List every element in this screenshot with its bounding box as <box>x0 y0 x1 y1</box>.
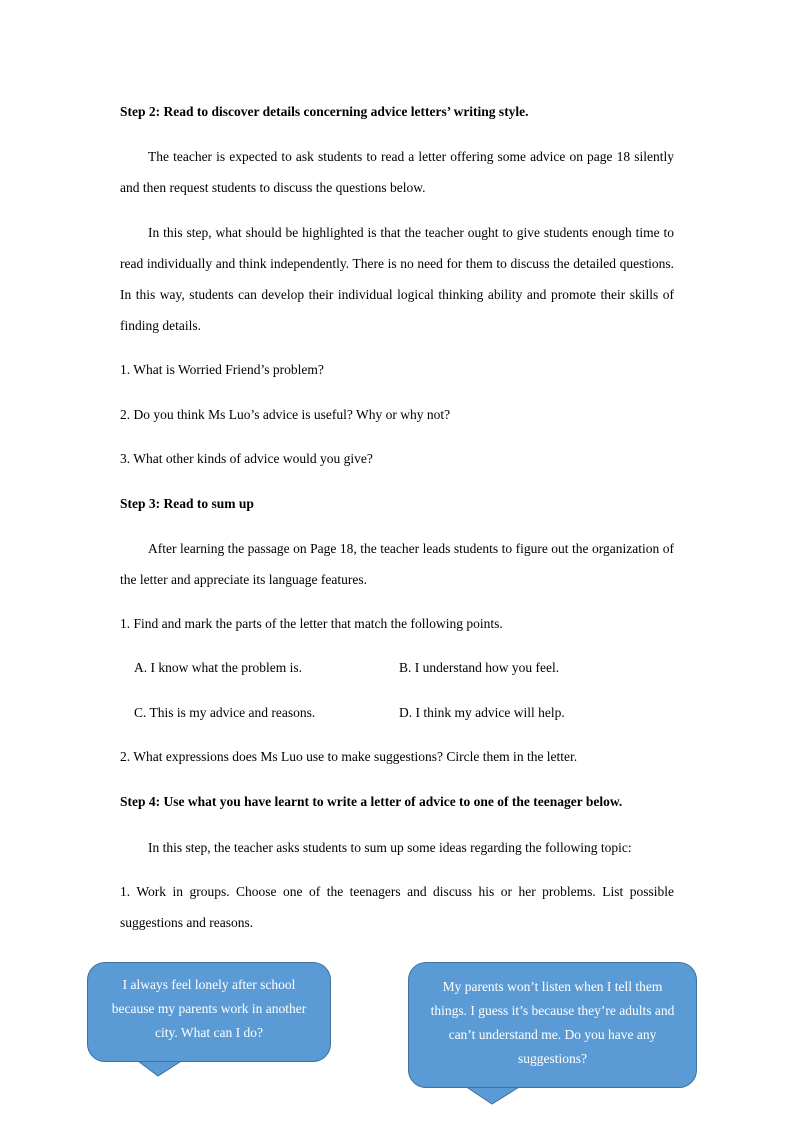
option-d: D. I think my advice will help. <box>399 705 565 720</box>
option-c: C. This is my advice and reasons. <box>134 705 316 720</box>
step3-heading: Step 3: Read to sum up <box>120 496 254 511</box>
step4-paragraph-1: In this step, the teacher asks students to sum up some ideas regarding the following topic: <box>148 840 632 855</box>
step2-question-2: 2. Do you think Ms Luo’s advice is useful? Why or why not? <box>120 407 451 422</box>
step2-question-3: 3. What other kinds of advice would you give? <box>120 451 373 466</box>
step4-question-1: 1. Work in groups. Choose one of the teenagers and discuss his or her problems. List possible suggestions and reasons. <box>120 884 674 930</box>
step2-paragraph-2: In this step, what should be highlighted is that the teacher ought to give students enough time to read individually and think independently. There is no need for them to discuss the detailed questions. In this way, students can develop their individual logical thinking ability and promote their skills of finding details. <box>120 225 674 333</box>
step4-heading: Step 4: Use what you have learnt to write a letter of advice to one of the teenager below. <box>120 794 623 809</box>
step3-paragraph-1: After learning the passage on Page 18, the teacher leads students to figure out the organization of the letter and appreciate its language features. <box>120 541 674 587</box>
right-bubble-text: My parents won’t listen when I tell them things. I guess it’s because they’re adults and can’t understand me. Do you have any suggestions? <box>430 979 675 1066</box>
step3-question-1: 1. Find and mark the parts of the letter that match the following points. <box>120 616 503 631</box>
right-speech-bubble <box>408 962 697 1088</box>
step3-question-2: 2. What expressions does Ms Luo use to make suggestions? Circle them in the letter. <box>120 749 578 764</box>
step2-paragraph-1: The teacher is expected to ask students to read a letter offering some advice on page 18 silently and then request students to discuss the questions below. <box>120 149 674 195</box>
left-bubble-text: I always feel lonely after school because my parents work in another city. What can I do? <box>111 977 307 1040</box>
step2-question-1: 1. What is Worried Friend’s problem? <box>120 362 324 377</box>
option-b: B. I understand how you feel. <box>399 660 560 675</box>
step2-heading: Step 2: Read to discover details concerning advice letters’ writing style. <box>120 104 529 119</box>
option-a: A. I know what the problem is. <box>134 660 302 675</box>
left-speech-bubble <box>87 962 331 1062</box>
